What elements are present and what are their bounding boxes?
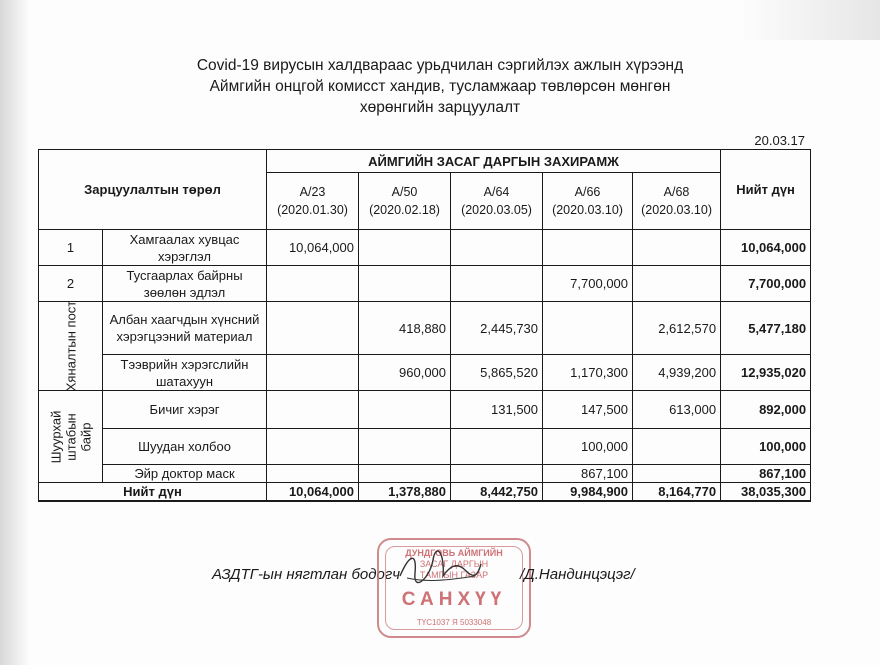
- table-cell: [633, 465, 721, 483]
- grand-total-label: Нийт дүн: [39, 483, 267, 501]
- table-cell: [267, 429, 359, 465]
- table-cell: [267, 355, 359, 391]
- table-cell: [451, 266, 543, 302]
- table-cell: 867,100: [543, 465, 633, 483]
- row-total: 12,935,020: [721, 355, 811, 391]
- stamp-org-line-2: ЗАСАГ ДАРГЫН: [419, 559, 489, 569]
- table-cell: [359, 429, 451, 465]
- table-cell: [633, 266, 721, 302]
- title-line-3: хөрөнгийн зарцуулалт: [359, 99, 521, 116]
- decree-header-a68: А/68 (2020.03.10): [633, 173, 721, 230]
- group-label-monitoring-post: Хяналтын пост: [39, 302, 103, 391]
- table-cell: 10,064,000: [267, 483, 359, 501]
- table-row: [39, 302, 811, 355]
- table-cell: 613,000: [633, 391, 721, 429]
- row-total: 892,000: [721, 391, 811, 429]
- expense-table: [38, 149, 811, 502]
- table-row: [39, 355, 811, 391]
- accountant-name: /Д.Нандинцэцэг/: [520, 566, 635, 583]
- table-cell: 418,880: [359, 302, 451, 355]
- table-cell: [543, 230, 633, 266]
- row-name: Шуудан холбоо: [103, 429, 267, 465]
- row-total: 100,000: [721, 429, 811, 465]
- title-line-1: Covid-19 вирусын халдвараас урьдчилан сэргийлэх ажлын хүрээнд: [196, 57, 684, 74]
- table-cell: [451, 429, 543, 465]
- stamp-department: САНХҮҮ: [401, 589, 507, 610]
- table-cell: 131,500: [451, 391, 543, 429]
- table-cell: [451, 230, 543, 266]
- table-cell: [359, 465, 451, 483]
- grand-total-value: 38,035,300: [721, 483, 811, 501]
- table-row: [39, 465, 811, 483]
- scan-corner-shadow: [740, 0, 880, 40]
- table-cell: [359, 391, 451, 429]
- table-cell: [543, 302, 633, 355]
- table-cell: [633, 230, 721, 266]
- signature: [395, 548, 485, 588]
- row-total: 10,064,000: [721, 230, 811, 266]
- table-cell: [267, 302, 359, 355]
- row-name: Албан хаагчдын хүнсний хэрэгцээний материал: [103, 302, 267, 355]
- row-total: 7,700,000: [721, 266, 811, 302]
- table-cell: [359, 266, 451, 302]
- decree-header-a23: А/23 (2020.01.30): [267, 173, 359, 230]
- table-cell: 2,612,570: [633, 302, 721, 355]
- row-index: 2: [39, 266, 103, 302]
- table-cell: [267, 266, 359, 302]
- table-row: [39, 230, 811, 266]
- table-cell: 100,000: [543, 429, 633, 465]
- table-cell: [451, 465, 543, 483]
- table-cell: [267, 465, 359, 483]
- document-title: [0, 55, 880, 118]
- stamp-org-line-3: ТАМГЫН ГАЗАР: [419, 570, 489, 580]
- row-name: Тусгаарлах байрны зөөлөн эдлэл: [103, 266, 267, 302]
- decree-header-a50: А/50 (2020.02.18): [359, 173, 451, 230]
- table-cell: 8,164,770: [633, 483, 721, 501]
- row-index: 1: [39, 230, 103, 266]
- group-label-command-hq: Шуурхай штабын байр: [39, 391, 103, 483]
- table-cell: [633, 429, 721, 465]
- row-total: 5,477,180: [721, 302, 811, 355]
- table-cell: 9,984,900: [543, 483, 633, 501]
- document-date: 20.03.17: [754, 133, 805, 148]
- table-cell: 147,500: [543, 391, 633, 429]
- expense-type-header: Зарцуулалтын төрөл: [39, 150, 267, 230]
- table-cell: 2,445,730: [451, 302, 543, 355]
- table-cell: 10,064,000: [267, 230, 359, 266]
- accountant-label: АЗДТГ-ын нягтлан бодогч: [212, 566, 401, 583]
- decree-group-header: АЙМГИЙН ЗАСАГ ДАРГЫН ЗАХИРАМЖ: [267, 150, 721, 173]
- table-cell: [267, 391, 359, 429]
- title-line-2: Аймгийн онцгой комисст хандив, тусламжаар төвлөрсөн мөнгөн: [209, 78, 671, 95]
- table-row: [39, 266, 811, 302]
- table-cell: 1,170,300: [543, 355, 633, 391]
- table-row: [39, 391, 811, 429]
- decree-header-a64: А/64 (2020.03.05): [451, 173, 543, 230]
- table-cell: [359, 230, 451, 266]
- total-column-header: Нийт дүн: [721, 150, 811, 230]
- table-cell: 7,700,000: [543, 266, 633, 302]
- grand-total-row: [39, 483, 811, 501]
- table-row: [39, 429, 811, 465]
- row-name: Хамгаалах хувцас хэрэглэл: [103, 230, 267, 266]
- table-cell: 960,000: [359, 355, 451, 391]
- row-name: Эйр доктор маск: [103, 465, 267, 483]
- stamp-org-line-1: ДУНДГОВЬ АЙМГИЙН: [405, 548, 503, 558]
- row-name: Бичиг хэрэг: [103, 391, 267, 429]
- stamp-code: ТҮС1037 Я 5033048: [416, 618, 492, 627]
- decree-header-a66: А/66 (2020.03.10): [543, 173, 633, 230]
- table-cell: 5,865,520: [451, 355, 543, 391]
- table-cell: 1,378,880: [359, 483, 451, 501]
- table-cell: 4,939,200: [633, 355, 721, 391]
- table-cell: 8,442,750: [451, 483, 543, 501]
- row-name: Тээврийн хэрэгслийн шатахуун: [103, 355, 267, 391]
- row-total: 867,100: [721, 465, 811, 483]
